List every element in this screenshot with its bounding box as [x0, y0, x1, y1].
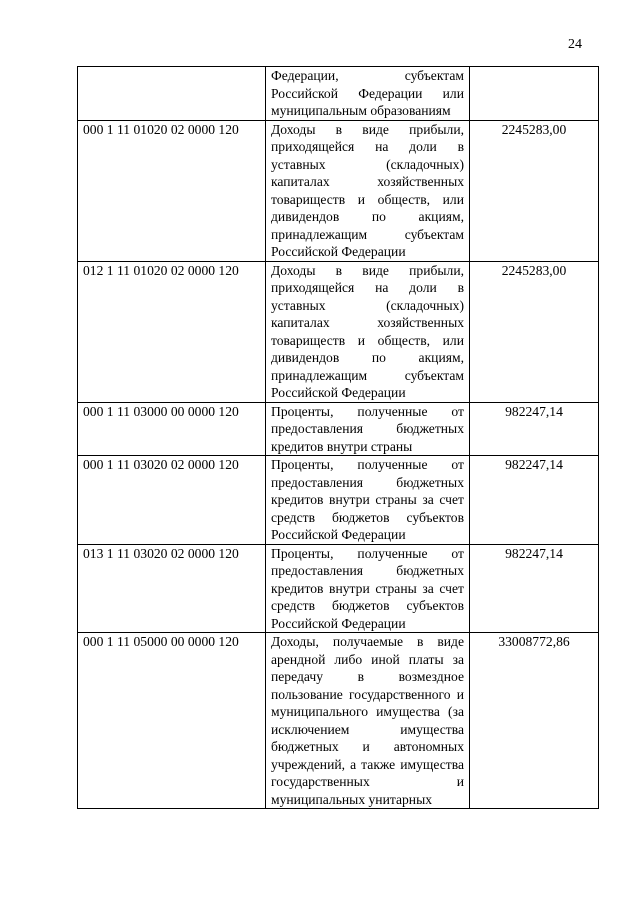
- amount-cell: 982247,14: [470, 544, 599, 633]
- description-cell: Доходы в виде прибыли, приходящейся на доли в уставных (складочных) капиталах хозяйственных товариществ и обществ, или дивидендов по акциям, принадлежащим субъектам Российской Федерации: [266, 120, 470, 261]
- amount-cell: 33008772,86: [470, 633, 599, 809]
- kbk-code-cell: 000 1 11 03020 02 0000 120: [78, 456, 266, 545]
- table-row: [78, 402, 599, 456]
- amount-cell: 982247,14: [470, 456, 599, 545]
- description-cell: Доходы, получаемые в виде арендной либо иной платы за передачу в возмездное пользование государственного и муниципального имущества (за исключением имущества бюджетных и автономных учреждений, а также имущества государственных и муниципальных унитарных: [266, 633, 470, 809]
- table-row: [78, 456, 599, 545]
- amount-cell: 2245283,00: [470, 261, 599, 402]
- table-row: [78, 67, 599, 121]
- description-cell: Проценты, полученные от предоставления бюджетных кредитов внутри страны за счет средств бюджетов субъектов Российской Федерации: [266, 544, 470, 633]
- table-row: [78, 544, 599, 633]
- kbk-code-cell: 000 1 11 03000 00 0000 120: [78, 402, 266, 456]
- kbk-code-cell: 000 1 11 01020 02 0000 120: [78, 120, 266, 261]
- amount-cell: 2245283,00: [470, 120, 599, 261]
- description-cell: Федерации, субъектам Российской Федерации или муниципальным образованиям: [266, 67, 470, 121]
- description-cell: Проценты, полученные от предоставления бюджетных кредитов внутри страны: [266, 402, 470, 456]
- kbk-code-cell: [78, 67, 266, 121]
- budget-revenue-table: [77, 66, 599, 809]
- table-row: [78, 120, 599, 261]
- description-cell: Доходы в виде прибыли, приходящейся на доли в уставных (складочных) капиталах хозяйственных товариществ и обществ, или дивидендов по акциям, принадлежащим субъектам Российской Федерации: [266, 261, 470, 402]
- page-number: 24: [568, 37, 582, 52]
- kbk-code-cell: 000 1 11 05000 00 0000 120: [78, 633, 266, 809]
- amount-cell: 982247,14: [470, 402, 599, 456]
- description-cell: Проценты, полученные от предоставления бюджетных кредитов внутри страны за счет средств бюджетов субъектов Российской Федерации: [266, 456, 470, 545]
- kbk-code-cell: 012 1 11 01020 02 0000 120: [78, 261, 266, 402]
- table-row: [78, 261, 599, 402]
- kbk-code-cell: 013 1 11 03020 02 0000 120: [78, 544, 266, 633]
- table-row: [78, 633, 599, 809]
- amount-cell: [470, 67, 599, 121]
